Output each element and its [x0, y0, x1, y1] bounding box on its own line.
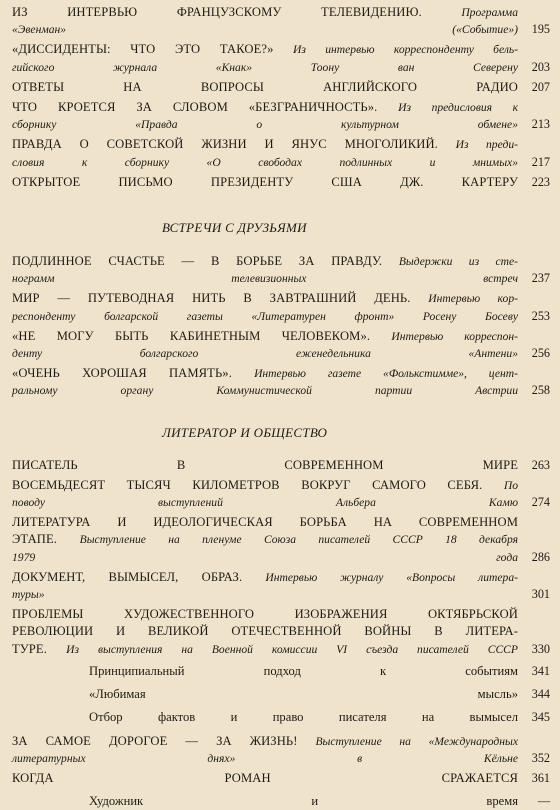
- toc-entry: [12, 99, 550, 133]
- entry-note: По: [503, 478, 518, 492]
- page-number: 223: [531, 174, 550, 189]
- entry-title: МИР — ПУТЕВОДНАЯ НИТЬ В ЗАВТРАШНИЙ ДЕНЬ.: [12, 291, 411, 306]
- section-heading: ВСТРЕЧИ С ДРУЗЬЯМИ: [162, 220, 307, 236]
- entry-title: ОТВЕТЫ НА ВОПРОСЫ АНГЛИЙСКОГО РАДИО: [12, 79, 518, 94]
- entry-title: ЧТО КРОЕТСЯ ЗА СЛОВОМ «БЕЗГРАНИЧНОСТЬ».: [12, 100, 378, 115]
- entry-title: ЭТАПЕ.: [12, 532, 58, 547]
- entry-note: денту болгарского еженедельника «Антени»: [12, 347, 518, 361]
- page-number: 253: [531, 308, 550, 323]
- entry-title: ТУРЕ.: [12, 641, 47, 656]
- page-number: 195: [531, 22, 550, 37]
- subentry-title: Принципиальный подход к событиям: [89, 663, 518, 678]
- entry-title: ПРОБЛЕМЫ ХУДОЖЕСТВЕННОГО ИЗОБРАЖЕНИЯ ОКТЯБРЬСКОЙ: [12, 607, 518, 622]
- page-number: 263: [531, 457, 550, 472]
- page-number: 344: [531, 687, 550, 702]
- page-number: 207: [531, 79, 550, 94]
- toc-entry: [12, 328, 550, 362]
- toc-entry: [12, 253, 550, 287]
- entry-note: респонденту болгарской газеты «Литературен фронт» Росену Босеву: [12, 309, 518, 323]
- entry-note: туры»: [12, 588, 45, 602]
- entry-note: гийского журнала «Кнак» Тоону ван Северену: [12, 60, 518, 74]
- page-number: 341: [531, 663, 550, 678]
- page-number: 274: [531, 495, 550, 510]
- entry-note: 1979 года: [12, 550, 518, 564]
- subentry-title: Отбор фактов и право писателя на вымысел: [89, 710, 518, 725]
- toc-entry: [12, 457, 550, 474]
- page-number: 286: [531, 549, 550, 564]
- entry-title: ОТКРЫТОЕ ПИСЬМО ПРЕЗИДЕНТУ США ДЖ. КАРТЕРУ: [12, 174, 518, 189]
- toc-subentry: [12, 709, 550, 726]
- toc-entry: [12, 770, 550, 787]
- page-number: 217: [531, 154, 550, 169]
- entry-note: нограмм телевизионных встреч: [12, 272, 518, 286]
- toc-entry: [12, 79, 550, 96]
- toc-entry: [12, 569, 550, 603]
- entry-note: Из выступления на Военной комиссии VI съезда писателей СССР: [66, 642, 518, 656]
- section-heading: ЛИТЕРАТОР И ОБЩЕСТВО: [162, 424, 328, 440]
- entry-title: «НЕ МОГУ БЫТЬ КАБИНЕТНЫМ ЧЕЛОВЕКОМ».: [12, 328, 371, 343]
- entry-note: «Эвенман» («Событие»): [12, 23, 518, 37]
- entry-note: поводу выступлений Альбера Камю: [12, 496, 518, 510]
- toc-entry: [12, 4, 550, 38]
- entry-note: Из преди-: [455, 138, 518, 152]
- toc-entry: [12, 290, 550, 324]
- entry-note: Интервью кор-: [428, 292, 518, 306]
- toc-subentry: [12, 663, 550, 680]
- page-number: 256: [531, 346, 550, 361]
- toc-entry: [12, 136, 550, 170]
- subentry-title: Художник и время: [89, 794, 518, 809]
- entry-note: Интервью журналу «Вопросы литера-: [265, 570, 518, 584]
- toc-entry: [12, 477, 550, 511]
- entry-note: Выступление на пленуме Союза писателей СССР 18 декабря: [79, 533, 519, 547]
- page-number: 330: [531, 641, 550, 656]
- toc-entry: [12, 365, 550, 399]
- toc-subentry: [12, 793, 550, 810]
- entry-title: «ОЧЕНЬ ХОРОШАЯ ПАМЯТЬ».: [12, 366, 232, 381]
- toc-subentry: [12, 686, 550, 703]
- entry-title: КОГДА РОМАН СРАЖАЕТСЯ: [12, 770, 518, 785]
- page-number: 345: [531, 710, 550, 725]
- toc-entry: [12, 514, 550, 566]
- entry-note: литературных днях» в Кёльне: [12, 751, 518, 765]
- page-number: 258: [531, 383, 550, 398]
- page-number: 352: [531, 750, 550, 765]
- entry-note: Из интервью корреспонденту бель-: [293, 43, 519, 57]
- entry-note: Интервью корреспон-: [391, 329, 519, 343]
- entry-note: словия к сборнику «О свободах подлинных и мнимых»: [12, 155, 518, 169]
- entry-note: Выдержки из сте-: [398, 255, 518, 269]
- entry-title: РЕВОЛЮЦИИ И ВЕЛИКОЙ ОТЕЧЕСТВЕННОЙ ВОЙНЫ В ЛИТЕРА-: [12, 624, 518, 639]
- entry-note: Программа: [461, 6, 518, 19]
- entry-title: ПИСАТЕЛЬ В СОВРЕМЕННОМ МИРЕ: [12, 457, 518, 472]
- page-number: 301: [531, 587, 550, 602]
- entry-title: ИЗ ИНТЕРВЬЮ ФРАНЦУЗСКОМУ ТЕЛЕВИДЕНИЮ.: [12, 5, 422, 19]
- toc-entry: [12, 606, 550, 658]
- toc-entry: [12, 41, 550, 75]
- entry-note: Интервью газете «Фолькстимме», цент-: [254, 367, 518, 381]
- toc-entry: [12, 733, 550, 767]
- page-number: —: [537, 794, 550, 809]
- page-number: 203: [531, 59, 550, 74]
- entry-note: Из предисловия к: [398, 101, 518, 115]
- entry-note: сборнику «Правда о культурном обмене»: [12, 118, 518, 132]
- entry-title: «ДИССИДЕНТЫ: ЧТО ЭТО ТАКОЕ?»: [12, 42, 274, 57]
- page-number: 213: [531, 117, 550, 132]
- entry-title: ПРАВДА О СОВЕТСКОЙ ЖИЗНИ И ЯНУС МНОГОЛИКИЙ.: [12, 137, 438, 152]
- entry-title: ВОСЕМЬДЕСЯТ ТЫСЯЧ КИЛОМЕТРОВ ВОКРУГ САМОГО СЕБЯ.: [12, 477, 483, 492]
- entry-title: ДОКУМЕНТ, ВЫМЫСЕЛ, ОБРАЗ.: [12, 569, 243, 584]
- entry-title: ЛИТЕРАТУРА И ИДЕОЛОГИЧЕСКАЯ БОРЬБА НА СОВРЕМЕННОМ: [12, 515, 518, 530]
- entry-title: ПОДЛИННОЕ СЧАСТЬЕ — В БОРЬБЕ ЗА ПРАВДУ.: [12, 254, 383, 269]
- subentry-title: «Любимая мысль»: [89, 687, 518, 702]
- entry-note: ральному органу Коммунистической партии Австрии: [12, 384, 518, 398]
- entry-title: ЗА САМОЕ ДОРОГОЕ — ЗА ЖИЗНЬ!: [12, 733, 298, 748]
- entry-note: Выступление на «Международных: [315, 734, 518, 748]
- page-number: 361: [531, 770, 550, 785]
- page-number: 237: [531, 271, 550, 286]
- toc-entry: [12, 174, 550, 191]
